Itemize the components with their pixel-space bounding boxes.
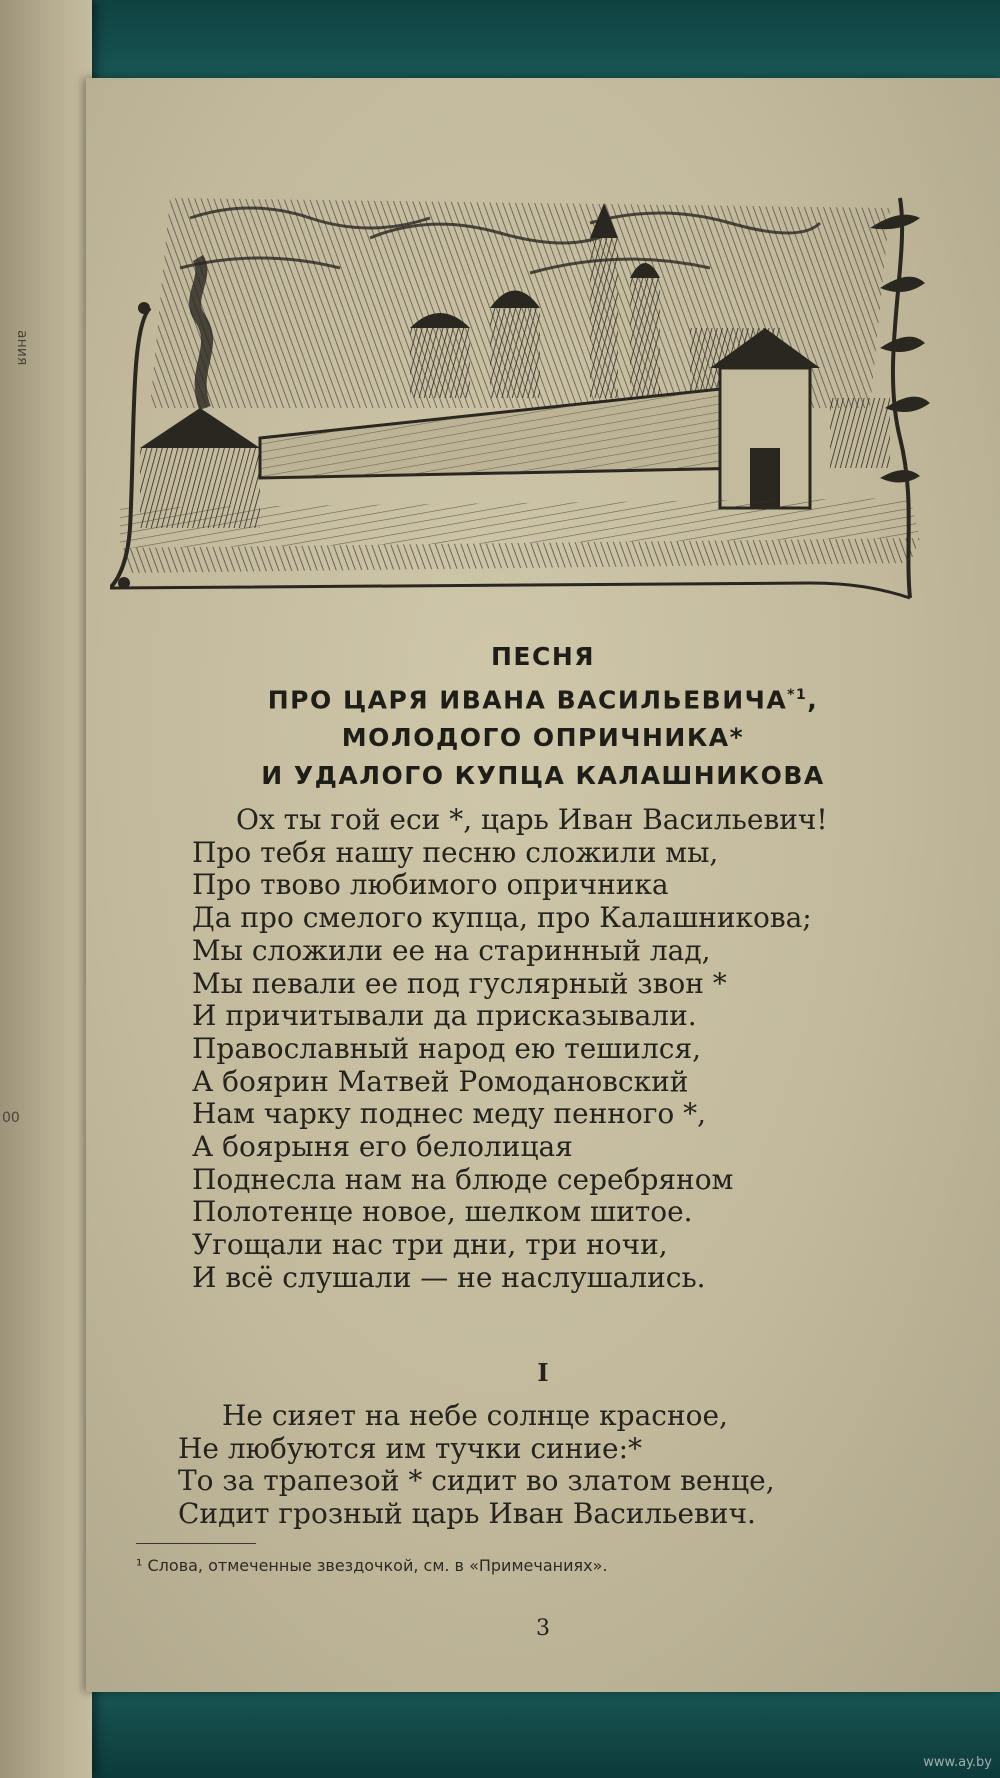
title-line-4: И УДАЛОГО КУПЦА КАЛАШНИКОВА	[261, 761, 825, 791]
title-line-2	[86, 676, 1000, 719]
verse-line: Мы сложили ее на старинный лад,	[192, 933, 711, 967]
footnote: ¹ Слова, отмеченные звездочкой, см. в «Примечаниях».	[136, 1556, 608, 1575]
verse-line: А боярыня его белолицая	[192, 1130, 573, 1164]
left-page-edge	[0, 0, 92, 1778]
verse-line: И всё слушали — не наслушались.	[192, 1260, 706, 1294]
section-numeral: I	[537, 1358, 549, 1387]
title-line-2-text: ПРО ЦАРЯ ИВАНА ВАСИЛЬЕВИЧА	[267, 685, 788, 715]
verse-line: Угощали нас три дни, три ночи,	[192, 1228, 668, 1262]
title-line-3: МОЛОДОГО ОПРИЧНИКА*	[341, 723, 745, 753]
left-page-fragment-top: ания	[14, 330, 30, 366]
section-verse	[178, 1400, 775, 1531]
title-line-1: ПЕСНЯ	[490, 642, 596, 671]
verse-line: Полотенце новое, шелком шитое.	[192, 1195, 693, 1229]
prologue-verse	[192, 804, 828, 1295]
book-page	[86, 78, 1000, 1692]
title-line-2-comma: ,	[807, 685, 819, 715]
left-page-fragment-mid: 00	[2, 1110, 20, 1126]
verse-line: Мы певали ее под гуслярный звон *	[192, 966, 727, 1000]
verse-line: То за трапезой * сидит во златом венце,	[178, 1464, 775, 1498]
verse-line: А боярин Матвей Ромодановский	[192, 1064, 689, 1098]
footnote-divider	[136, 1543, 256, 1544]
verse-line: Не любуются им тучки синие:*	[178, 1431, 643, 1465]
page-number: 3	[536, 1616, 550, 1641]
verse-line: Поднесла нам на блюде серебряном	[192, 1162, 734, 1196]
background-bottom	[0, 1680, 1000, 1778]
verse-line: Ох ты гой еси *, царь Иван Васильевич!	[236, 803, 828, 836]
verse-line: Да про смелого купца, про Калашникова;	[192, 901, 812, 935]
verse-line: Про твово любимого опричника	[192, 868, 669, 902]
song-title	[86, 638, 1000, 795]
verse-line: И причитывали да присказывали.	[192, 999, 697, 1033]
verse-line: Про тебя нашу песню сложили мы,	[192, 835, 719, 869]
footnote-mark: *1	[787, 687, 808, 703]
verse-line: Православный народ ею тешился,	[192, 1031, 702, 1065]
kremlin-engraving-illustration	[110, 178, 940, 608]
verse-line: Не сияет на небе солнце красное,	[222, 1399, 728, 1432]
watermark: www.ay.by	[923, 1755, 992, 1770]
verse-line: Сидит грозный царь Иван Васильевич.	[178, 1497, 756, 1531]
verse-line: Нам чарку поднес меду пенного *,	[192, 1097, 707, 1131]
